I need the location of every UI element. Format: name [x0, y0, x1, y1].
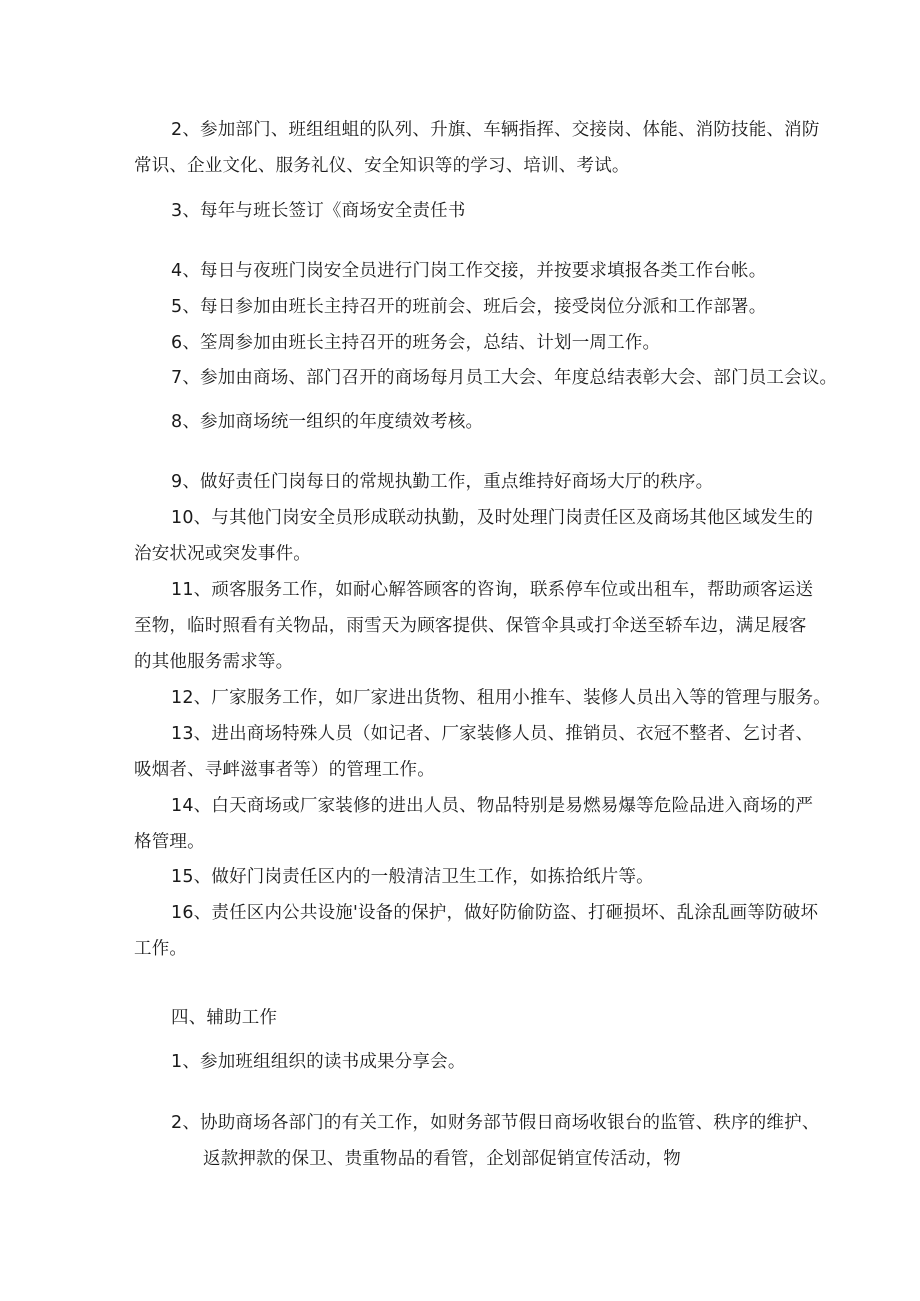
paragraph-10-line-1: 10、与其他门岗安全员形成联动执勤，及时处理门岗责任区及商场其他区域发生的: [171, 508, 814, 528]
paragraph-2-line-2: 常识、企业文化、服务礼仪、安全知识等的学习、培训、考试。: [134, 156, 630, 176]
assist-paragraph-1: 1、参加班组组织的读书成果分享会。: [171, 1052, 466, 1072]
paragraph-12: 12、厂家服务工作，如厂家进出货物、租用小推车、装修人员出入等的管理与服务。: [171, 688, 831, 708]
paragraph-2-line-1: 2、参加部门、班组组蛆的队列、升旗、车辆指挥、交接岗、体能、消防技能、消防: [171, 120, 820, 140]
paragraph-13-line-1: 13、进出商场特殊人员（如记者、厂家装修人员、推销员、衣冠不整者、乞讨者、: [171, 724, 814, 744]
paragraph-8: 8、参加商场统一组织的年度绩效考核。: [171, 412, 484, 432]
paragraph-3: 3、每年与班长签订《商场安全责任书: [171, 201, 466, 221]
paragraph-11-line-3: 的其他服务需求等。: [134, 652, 294, 672]
paragraph-6: 6、筌周参加由班长主持召开的班务会，总结、计划一周工作。: [171, 333, 661, 353]
assist-paragraph-2-line-2: 返款押款的保卫、贵重物品的看管，企划部促销宣传活动，物: [203, 1149, 681, 1169]
paragraph-9: 9、做好责任门岗每日的常规执勤工作，重点维持好商场大厅的秩序。: [171, 472, 714, 492]
paragraph-14-line-2: 格管理。: [134, 832, 205, 852]
paragraph-5: 5、每日参加由班长主持召开的班前会、班后会，接受岗位分派和工作部署。: [171, 297, 767, 317]
paragraph-7: 7、参加由商场、部门召开的商场每月员工大会、年度总结表彰大会、部门员工会议。: [171, 368, 838, 388]
paragraph-4: 4、每日与夜班门岗安全员进行门岗工作交接，并按要求填报各类工作台帐。: [171, 261, 767, 281]
paragraph-11-line-1: 11、顽客服务工作，如耐心解答顾客的咨询，联系停车位或出租车，帮助顽客运送: [171, 580, 814, 600]
paragraph-11-line-2: 至物，临时照看有关物品，雨雪天为顾客提供、保管伞具或打伞送至轿车边，满足屐客: [134, 616, 807, 636]
section-heading-4: 四、辅助工作: [171, 1008, 278, 1028]
paragraph-14-line-1: 14、白天商场或厂家装修的进出人员、物品特别是易燃易爆等危险品进入商场的严: [171, 796, 814, 816]
paragraph-16-line-1: 16、责任区内公共设施'设备的保护，做好防偷防盗、打砸损坏、乱涂乱画等防破坏: [171, 903, 819, 923]
paragraph-10-line-2: 治安状况或突发事件。: [134, 544, 311, 564]
paragraph-16-line-2: 工作。: [134, 939, 188, 959]
assist-paragraph-2-line-1: 2、协助商场各部门的有关工作，如财务部节假日商场收银台的监管、秩序的维护、: [171, 1113, 820, 1133]
paragraph-15: 15、做好门岗责任区内的一般清洁卫生工作，如拣拾纸片等。: [171, 867, 654, 887]
paragraph-13-line-2: 吸烟者、寻衅滋事者等）的管理工作。: [134, 760, 435, 780]
